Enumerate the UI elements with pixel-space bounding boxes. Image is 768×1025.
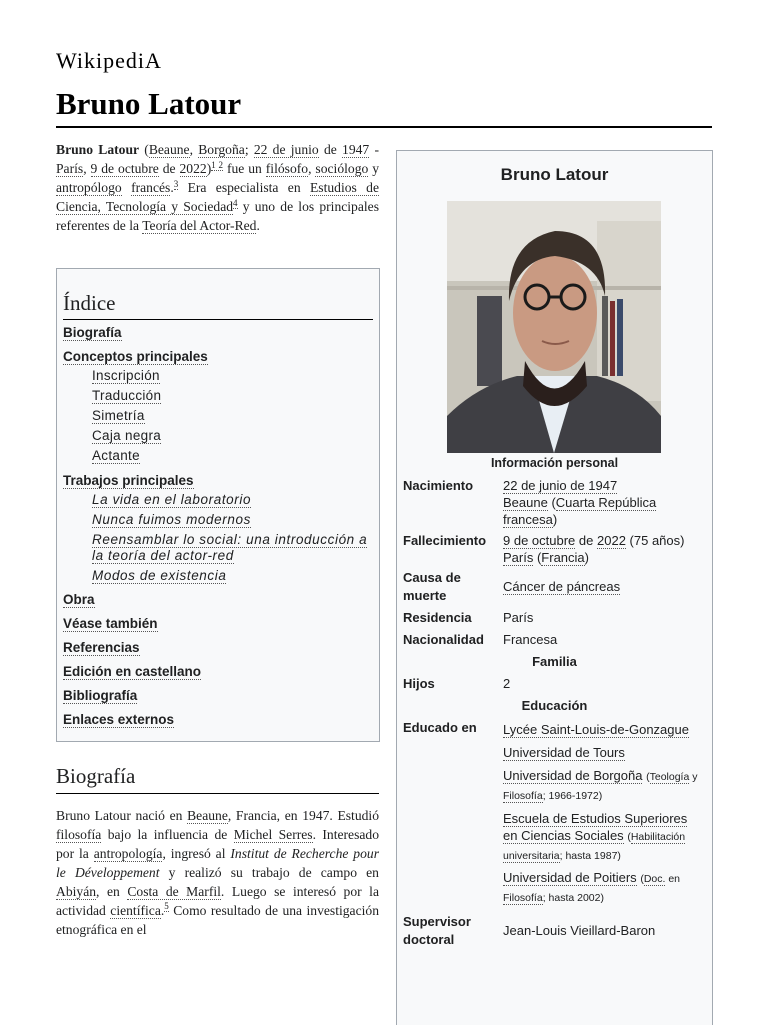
- ref-3[interactable]: 3: [173, 178, 179, 189]
- toc-label[interactable]: Actante: [92, 448, 140, 463]
- ref-5[interactable]: 5: [164, 901, 169, 912]
- link-ant[interactable]: Teoría del Actor-Red: [142, 218, 257, 234]
- toc-label[interactable]: Conceptos principales: [63, 349, 208, 364]
- link-paris[interactable]: París: [56, 161, 84, 177]
- bio-text: . Interesado por la: [56, 827, 380, 861]
- lead-text: Era especialista en: [187, 180, 301, 196]
- link-habilitacion[interactable]: Habilitación universitaria: [503, 831, 686, 862]
- wikipedia-wordmark[interactable]: WikipediA: [56, 48, 162, 73]
- edu-item: [503, 767, 703, 810]
- lead-paragraph: Bruno Latour (Beaune, Borgoña; 22 de junio de 1947 - París, 9 de octubre de 2022)$^{1 2}$ fue un filósofo, sociólogo y antropólogo francés.$^3$ Era especialista en Estudios de Ciencia, Tecnología y Sociedad$^4$ y uno de los principales referentes de la Teoría del Actor-Red.: [56, 142, 380, 234]
- label-residencia: Residencia: [403, 610, 472, 625]
- toc-subitem[interactable]: [92, 512, 373, 528]
- toc-label[interactable]: Caja negra: [92, 428, 162, 443]
- value-nacimiento: 22 de junio de 1947 Beaune (Cuarta República francesa): [503, 478, 657, 527]
- link-cientifica[interactable]: científica: [110, 903, 161, 918]
- label-nacimiento: Nacimiento: [403, 478, 474, 493]
- infobox-section-educacion: Educación: [521, 698, 588, 713]
- biography-paragraph: Bruno Latour nació en Beaune, Francia, en 1947. Estudió filosofía bajo la influencia de Michel Serres. Interesado por la antropología, ingresó al Institut de Recherche pour le Développement y realizó su trabajo de campo en Abiyán, en Costa de Marfil. Luego se interesó por la actividad científica.$^5$ Como resultado de una investigación etnográfica en el: [56, 808, 380, 937]
- toc-subitem[interactable]: [92, 408, 373, 428]
- link-filosofia[interactable]: Filosofía: [503, 892, 543, 904]
- toc-label[interactable]: Inscripción: [92, 368, 160, 383]
- edu-item: [503, 721, 703, 744]
- note-text: ; 1966-1972): [542, 790, 603, 802]
- label-hijos: Hijos: [403, 676, 435, 691]
- link-teologia[interactable]: Teología: [649, 771, 690, 783]
- link-michel-serres[interactable]: Michel Serres: [233, 827, 313, 842]
- value-fallecimiento: 9 de octubre de 2022 (75 años) París (Francia): [503, 533, 685, 565]
- link-filosofia[interactable]: Filosofía: [503, 790, 543, 802]
- toc-item[interactable]: [63, 349, 373, 368]
- infobox-title: Bruno Latour: [500, 165, 609, 184]
- link-edu[interactable]: Lycée Saint-Louis-de-Gonzague: [503, 722, 689, 737]
- toc-label[interactable]: Véase también: [63, 616, 158, 631]
- toc-subitem[interactable]: [92, 568, 373, 584]
- toc-item[interactable]: [63, 473, 373, 492]
- note-text: en: [668, 873, 681, 885]
- link-edu[interactable]: Universidad de Poitiers: [503, 870, 637, 885]
- label-causa: Causa de muerte: [403, 570, 461, 603]
- value-text: de: [578, 533, 594, 548]
- table-of-contents: [56, 268, 380, 742]
- value-causa: [503, 578, 703, 595]
- toc-label[interactable]: Enlaces externos: [63, 712, 175, 727]
- toc-item[interactable]: [63, 712, 373, 731]
- link-francia[interactable]: Francia: [541, 550, 585, 565]
- ref-4[interactable]: 4: [233, 197, 238, 208]
- link-birth-date[interactable]: 22 de junio: [253, 142, 319, 157]
- toc-subitem[interactable]: [92, 428, 373, 448]
- lead-text: .: [256, 218, 260, 234]
- label-supervisor: Supervisor doctoral: [403, 914, 471, 947]
- link-frances[interactable]: francés: [131, 180, 171, 196]
- edu-note: (Doc. en Filosofía; hasta 2002): [503, 873, 681, 904]
- toc-item[interactable]: [63, 664, 373, 683]
- value-residencia: París: [503, 610, 534, 625]
- infobox-section-personal: Información personal: [490, 456, 619, 470]
- link-death-year[interactable]: 2022: [597, 533, 626, 548]
- toc-item[interactable]: [63, 688, 373, 707]
- toc-label[interactable]: La vida en el laboratorio: [92, 492, 252, 507]
- link-birth-year[interactable]: 1947: [342, 142, 370, 157]
- bio-text: , ingresó al: [162, 846, 226, 861]
- value-age: (75 años): [629, 533, 685, 548]
- bio-text: , en: [96, 884, 120, 899]
- note-text: ; hasta 2002): [542, 892, 604, 904]
- link-death-date[interactable]: 9 de octubre: [503, 533, 576, 548]
- toc-subitem[interactable]: [92, 448, 373, 468]
- toc-title: Índice: [63, 291, 373, 320]
- link-filosofia[interactable]: filosofía: [56, 827, 102, 842]
- link-edu[interactable]: Escuela de Estudios Superiores en Ciencias Sociales: [503, 811, 688, 843]
- toc-item[interactable]: [63, 592, 373, 611]
- toc-label[interactable]: Edición en castellano: [63, 664, 202, 679]
- bio-text: . Luego se interesó por la actividad: [56, 884, 379, 918]
- link-edu[interactable]: Universidad de Borgoña: [503, 768, 643, 783]
- edu-note: (Teología y Filosofía; 1966-1972): [503, 771, 698, 802]
- link-doc[interactable]: Doc.: [643, 873, 666, 885]
- infobox: [396, 150, 713, 1025]
- toc-label[interactable]: Referencias: [63, 640, 140, 655]
- toc-item[interactable]: [63, 616, 373, 635]
- lead-name: Bruno Latour: [56, 142, 140, 157]
- link-sts[interactable]: Estudios de Ciencia, Tecnología y Sociedad: [56, 180, 379, 215]
- link-costa-de-marfil[interactable]: Costa de Marfil: [127, 884, 221, 899]
- edu-item: [503, 810, 703, 869]
- value-hijos: 2: [503, 676, 511, 691]
- toc-label[interactable]: Modos de existencia: [92, 568, 227, 583]
- bio-text: , Francia, en 1947. Estudió: [227, 808, 379, 823]
- link-cancer[interactable]: Cáncer de páncreas: [503, 579, 621, 594]
- link-death-date[interactable]: 9 de octubre: [90, 161, 159, 177]
- value-educado: [503, 719, 703, 909]
- institut-name: Institut de Recherche pour le Développement: [56, 846, 379, 880]
- toc-subitem[interactable]: [92, 388, 373, 408]
- toc-label[interactable]: Reensamblar lo social: una introducción a la teoría del actor-red: [92, 532, 368, 563]
- link-abiyan[interactable]: Abiyán: [56, 884, 97, 899]
- lead-text: fue un: [226, 161, 262, 177]
- edu-item: [503, 744, 703, 767]
- edu-note: (Habilitación universitaria; hasta 1987): [503, 831, 686, 862]
- toc-label[interactable]: Traducción: [92, 388, 162, 403]
- value-supervisor: Jean-Louis Vieillard-Baron: [503, 923, 656, 938]
- edu-item: [503, 869, 703, 909]
- section-heading-biografia: Biografía: [56, 764, 379, 794]
- link-paris[interactable]: París: [503, 550, 534, 565]
- ref-1-2[interactable]: 1 2: [211, 159, 224, 170]
- lead-text: y uno de los principales referentes de la: [56, 199, 379, 234]
- bio-text: Como resultado de una investigación etnográfica en el: [56, 903, 379, 937]
- link-antropologo[interactable]: antropólogo: [56, 180, 122, 196]
- toc-subitem[interactable]: [92, 532, 374, 564]
- link-borgona[interactable]: Borgoña: [198, 142, 245, 157]
- bio-text: bajo la influencia de: [107, 827, 228, 842]
- toc-label[interactable]: Biografía: [63, 325, 122, 340]
- value-nacionalidad: Francesa: [503, 632, 558, 647]
- link-beaune[interactable]: Beaune: [187, 808, 228, 823]
- link-filosofo[interactable]: filósofo: [265, 161, 309, 177]
- label-educado: Educado en: [403, 720, 477, 735]
- link-beaune[interactable]: Beaune: [148, 142, 190, 157]
- bio-text: Bruno Latour nació en: [56, 808, 183, 823]
- toc-item[interactable]: [63, 640, 373, 659]
- toc-label[interactable]: Obra: [63, 592, 95, 607]
- toc-label[interactable]: Nunca fuimos modernos: [92, 512, 251, 527]
- toc-subitem[interactable]: [92, 368, 373, 388]
- link-antropologia[interactable]: antropología: [93, 846, 163, 861]
- toc-item[interactable]: [63, 325, 373, 344]
- portrait-photo[interactable]: [447, 201, 661, 453]
- label-nacionalidad: Nacionalidad: [403, 632, 484, 647]
- link-cuarta-republica[interactable]: Cuarta República francesa: [503, 495, 657, 527]
- link-beaune[interactable]: Beaune: [503, 495, 548, 510]
- label-fallecimiento: Fallecimiento: [403, 533, 487, 548]
- link-death-year[interactable]: 2022: [179, 161, 207, 177]
- link-sociologo[interactable]: sociólogo: [315, 161, 369, 177]
- bio-text: y realizó su trabajo de campo en: [168, 865, 379, 880]
- page-title: Bruno Latour: [56, 86, 712, 128]
- toc-label[interactable]: Trabajos principales: [63, 473, 194, 488]
- link-edu[interactable]: Universidad de Tours: [503, 745, 625, 760]
- toc-label[interactable]: Bibliografía: [63, 688, 138, 703]
- infobox-section-familia: Familia: [532, 654, 577, 669]
- note-text: ; hasta 1987): [559, 850, 621, 862]
- link-birth-date[interactable]: 22 de junio de 1947: [503, 478, 618, 493]
- toc-subitem[interactable]: [92, 492, 373, 508]
- toc-label[interactable]: Simetría: [92, 408, 145, 423]
